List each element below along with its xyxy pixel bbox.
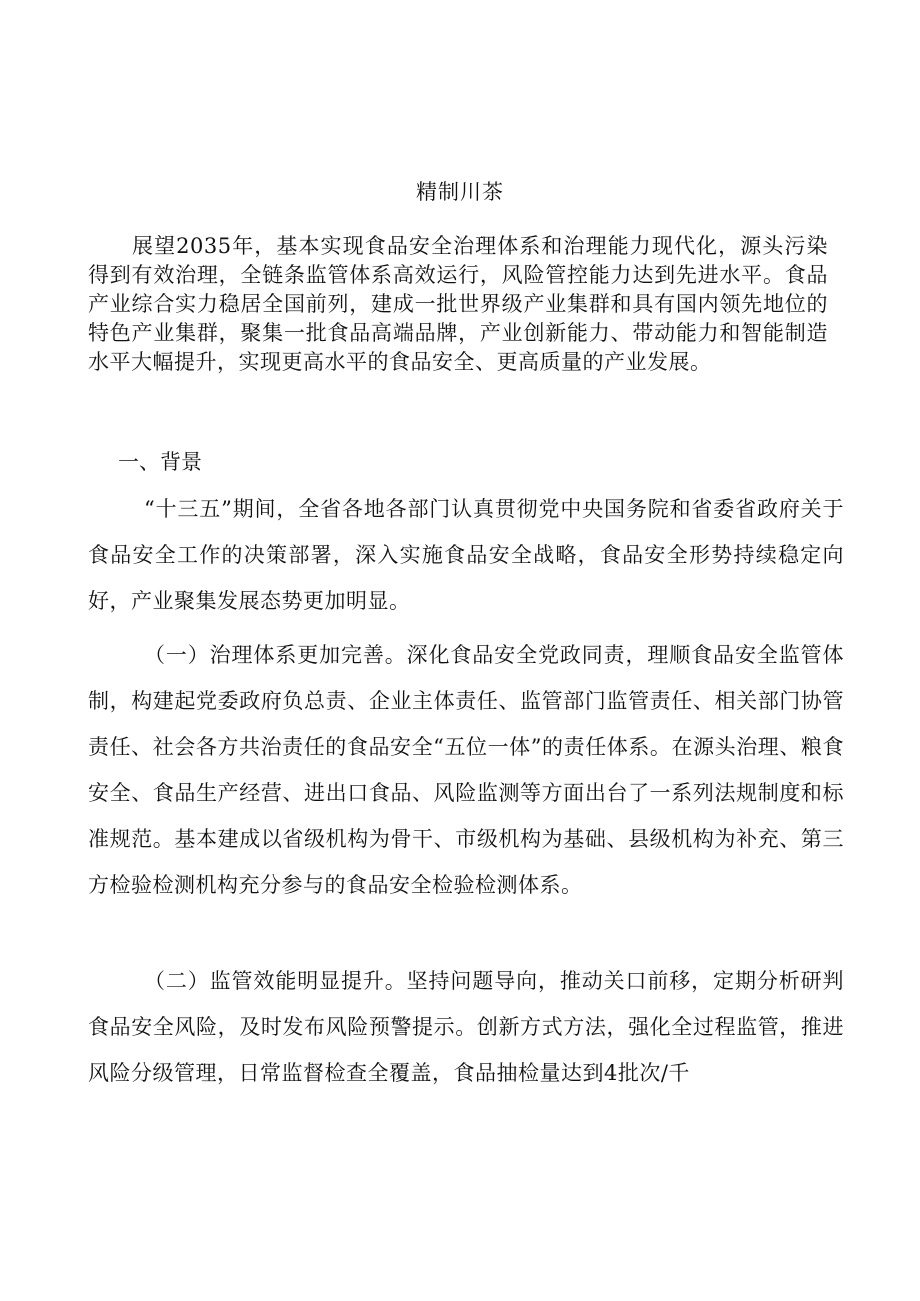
subsection-governance-paragraph: （一）治理体系更加完善。深化食品安全党政同责，理顺食品安全监管体制，构建起党委政府负总责、企业主体责任、监管部门监管责任、相关部门协管责任、社会各方共治责任的食品安全“五位一体”的责任体系。在源头治理、粮食安全、食品生产经营、进出口食品、风险监测等方面出台了一系列法规制度和标准规范。基本建成以省级机构为骨干、市级机构为基础、县级机构为补充、第三方检验检测机构充分参与的食品安全检验检测体系。 (88, 643, 844, 897)
section-heading-background: 一、背景 (118, 450, 202, 474)
intro-paragraph: 展望2035年，基本实现食品安全治理体系和治理能力现代化，源头污染得到有效治理，全链条监管体系高效运行，风险管控能力达到先进水平。食品产业综合实力稳居全国前列，建成一批世界级产业集群和具有国内领先地位的特色产业集群，聚集一批食品高端品牌，产业创新能力、带动能力和智能制造水平大幅提升，实现更高水平的食品安全、更高质量的产业发展。 (88, 234, 828, 374)
subsection-supervision-paragraph: （二）监管效能明显提升。坚持问题导向，推动关口前移，定期分析研判食品安全风险，及时发布风险预警提示。创新方式方法，强化全过程监管，推进风险分级管理，日常监督检查全覆盖，食品抽检量达到4批次/千 (88, 969, 844, 1085)
document-title: 精制川茶 (416, 180, 504, 204)
background-paragraph: “十三五”期间，全省各地各部门认真贯彻党中央国务院和省委省政府关于食品安全工作的决策部署，深入实施食品安全战略，食品安全形势持续稳定向好，产业聚集发展态势更加明显。 (88, 497, 844, 613)
